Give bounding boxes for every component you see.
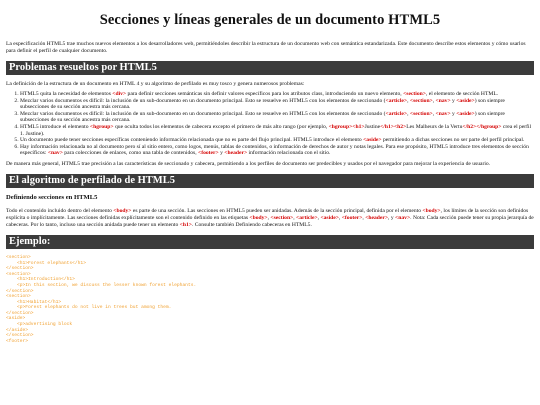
text-run: es parte de una sección. Las secciones en HTML5 pueden ser anidadas. Además de la sección principal, definida por el elemento [131, 207, 423, 214]
html-tag-code: </h1> [380, 123, 394, 130]
problems-lead: La definición de la estructura de un documento en HTML 4 y su algoritmo de perfilado es muy tosco y genera numerosos problemas: [6, 81, 305, 87]
html-tag-code: <nav> [47, 150, 63, 157]
html-tag-code: <nav> [435, 97, 451, 104]
text-run: ) son siempre subsecciones de su sección ancestra más cercana. [20, 97, 505, 111]
example-code-block: <section> <h1>Forest elephants</h1> </section> <section> <h1>Introduction</h1> <p>In this section, we discuss the lesser known forest elephants. </section> <section> <h1>Habitat</h1> <p>Forest elephants do not live in trees but among them. </section> <aside> <p>advertising block </aside> </section> <footer> [6, 254, 197, 344]
html-tag-code: <section> [403, 91, 426, 97]
text-run: , [267, 214, 271, 221]
html-tag-code: <hgroup> [328, 123, 353, 130]
html-tag-code: <h1> [352, 123, 365, 130]
section-heading-algorithm: El algoritmo de perfilado de HTML5 [6, 174, 534, 188]
text-run: Justine [364, 123, 381, 130]
text-run: Todo el contenido incluido dentro del elemento [6, 207, 114, 214]
html-tag-code: <hgroup> [89, 123, 114, 130]
text-run: Mezclar varios documentos es difícil: la inclusión de un sub-documento en un documento principal. Esto se resuelve en HTML5 con los elementos de seccionado ( [20, 97, 386, 104]
text-run: , [293, 214, 297, 221]
problem-list-item [20, 91, 534, 98]
text-run: ) son siempre subsecciones de su sección ancestra más cercana. [20, 110, 505, 124]
html-tag-code: <header> [224, 150, 248, 157]
problems-conclusion: De manera más general, HTML5 trae precisión a las características de seccionado y cabecera, permitiendo a los perfiles de documento ser predecibles y usados por el navegador para mejorar la experiencia de usuario. [6, 160, 491, 167]
html-tag-code: <aside> [456, 110, 475, 117]
page-title: Secciones y líneas generales de un documento HTML5 [99, 12, 441, 28]
text-run: , [338, 214, 342, 221]
html-tag-code: <footer> [198, 150, 219, 157]
html-tag-code: <header> [365, 214, 389, 221]
text-run: . Nota: Cada sección puede tener su propia jerarquía de cabeceras. Por lo tanto, incluso una sección anidada puede tener un elemento [6, 214, 534, 228]
html-tag-code: <aside> [320, 214, 339, 221]
text-run: crea el perfil 1. Justine). [20, 123, 532, 137]
html-tag-code: <section> [270, 214, 294, 221]
text-run: , [317, 214, 321, 221]
text-run: , [432, 97, 436, 104]
problem-list-item [20, 98, 534, 111]
html-tag-code: <body> [422, 207, 441, 214]
html-tag-code: <div> [112, 91, 127, 97]
text-run: Les Malheurs de la Vertu [406, 123, 463, 130]
text-run: , [407, 97, 410, 104]
html-tag-code: <h1> [179, 221, 192, 228]
text-run: HTML5 quita la necesidad de elementos [20, 91, 113, 97]
subheading-defining-sections: Definiendo secciones en HTML5 [6, 193, 98, 201]
html-tag-code: </hgroup> [476, 123, 502, 130]
text-run: y [450, 110, 457, 117]
text-run: , los límites de la sección son definidos explícita o implícitamente. Las secciones definidas explícitamente son el contenido definido en las etiquetas [6, 207, 529, 221]
text-run: , [432, 110, 436, 117]
html-tag-code: <article> [296, 214, 318, 221]
html-tag-code: <footer> [341, 214, 363, 221]
text-run: , el elemento de sección HTML. [425, 91, 499, 97]
text-run: Mezclar varios documentos es difícil: la inclusión de un sub-documento en un documento principal. Esto se resuelve en HTML5 con los elementos de seccionado ( [20, 110, 386, 117]
problem-list-item [20, 144, 534, 157]
html-tag-code: <nav> [395, 214, 411, 221]
html-tag-code: <body> [113, 207, 132, 214]
text-run: , [362, 214, 366, 221]
intro-paragraph: La especificación HTML5 trae muchos nuevos elementos a los desarrolladores web, permitiéndoles describir la estructura de un documento web con semántica estandarizada. Este documento describe estos elementos y cómo usarlos para definir el perfil de cualquier documento. [6, 41, 526, 54]
text-run: Hay información relacionada no al documento pero sí al sitio entero, como logos, menús, tablas de contenidos, o información de derechos de autor y notas legales. Para ese propósito, HTML5 introduce tres elementos de sección específicos: [20, 143, 529, 157]
problem-list-item [20, 124, 534, 137]
html-tag-code: </h2> [462, 123, 477, 130]
html-tag-code: <body> [249, 214, 268, 221]
text-run: que oculta todos los elementos de cabecera excepto el primero de más alto rango (por ejemplo, [113, 123, 329, 130]
text-run: información relacionada con el sitio. [247, 150, 331, 157]
html-tag-code: <nav> [435, 110, 451, 117]
defining-sections-paragraph [6, 208, 534, 229]
text-run: Un documento puede tener secciones específicas conteniendo información relacionada que no es parte del flujo principal. HTML5 introduce el elemento [20, 137, 364, 144]
text-run: . Consulte también Definiendo cabeceras en HTML5. [191, 221, 312, 228]
html-tag-code: <section> [409, 97, 433, 104]
text-run: permitiendo a dichas secciones no ser parte del perfil principal. [381, 137, 525, 144]
section-heading-example: Ejemplo: [6, 235, 534, 249]
problem-list-item [20, 137, 534, 144]
html-tag-code: <article> [385, 110, 408, 117]
text-run: para colecciones de enlaces, como una tabla de contenidos, [62, 150, 199, 157]
text-run: HTML5 introduce el elemento [20, 123, 90, 130]
problem-list-item [20, 111, 534, 124]
text-run: , [407, 110, 410, 117]
text-run: , y [388, 214, 396, 221]
html-tag-code: <h2> [393, 123, 407, 130]
problems-list [6, 91, 534, 157]
section-heading-problems: Problemas resueltos por HTML5 [6, 61, 534, 75]
text-run: y [450, 97, 457, 104]
html-tag-code: <aside> [456, 97, 475, 104]
html-tag-code: <aside> [363, 137, 382, 144]
html-tag-code: <article> [385, 97, 408, 104]
html-tag-code: <section> [409, 110, 433, 117]
text-run: para definir secciones semánticas sin definir valores específicos para los atributos class, introduciendo un nuevo elemento, [126, 91, 404, 97]
text-run: y [218, 150, 225, 157]
